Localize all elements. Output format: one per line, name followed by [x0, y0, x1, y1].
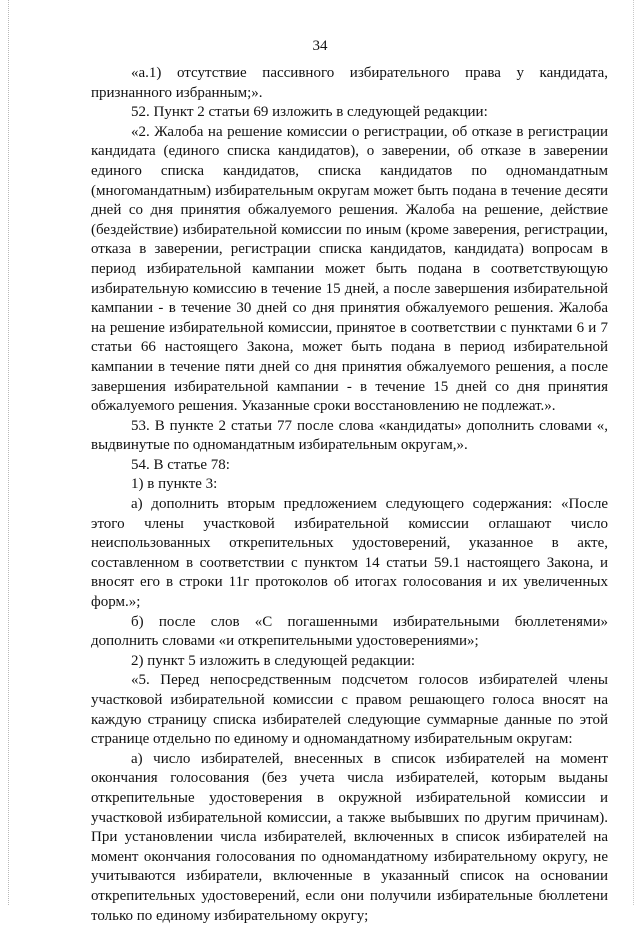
paragraph-subitem-b: б) после слов «С погашенными избирательными бюллетенями» дополнить словами «и открепительными удостоверениями»; — [91, 613, 608, 650]
page-number: 34 — [312, 38, 328, 54]
paragraph-subitem-1: 1) в пункте 3: — [131, 476, 218, 493]
document-body — [91, 64, 608, 926]
paragraph-item-54: 54. В статье 78: — [131, 456, 230, 473]
scan-edge-left — [8, 0, 10, 905]
paragraph-item-52: 52. Пункт 2 статьи 69 изложить в следующей редакции: — [131, 104, 488, 121]
paragraph-point-5-a: а) число избирателей, внесенных в список избирателей на момент окончания голосования (без учета числа избирателей, которым выданы открепительные удостоверения в окружной избирательной комиссии и участковой избирательной комиссии, а также выбывших по другим причинам). При установлении числа избирателей, включенных в список избирателей на момент окончания голосования по одномандатному избирательному округу, не учитываются избиратели, включенные в указанный список на основании открепительных удостоверений, если они получили избирательные бюллетени только по единому избирательному округу; — [91, 750, 608, 924]
paragraph-subitem-2: 2) пункт 5 изложить в следующей редакции: — [131, 652, 416, 669]
paragraph-item-53: 53. В пункте 2 статьи 77 после слова «кандидаты» дополнить словами «, выдвинутые по одномандатным избирательным округам,». — [91, 417, 608, 454]
paragraph-a1-clause: «а.1) отсутствие пассивного избирательного права у кандидата, признанного избранным;». — [91, 65, 608, 101]
paragraph-article-69-text: «2. Жалоба на решение комиссии о регистрации, об отказе в регистрации кандидата (единого списка кандидатов), о заверении, об отказе в заверении единого списка кандидатов, списка кандидатов по одномандатным (многомандатным) избирательным округам может быть подана в течение десяти дней со дня принятия обжалуемого решения. Жалоба на решение, действие (бездействие) избирательной комиссии по иным (кроме заверения, регистрации, отказа в заверении, регистрации списка кандидатов, кандидата) вопросам в период избирательной кампании может быть подана в соответствующую избирательную комиссию в течение 15 дней, а после завершения избирательной кампании - в течение 30 дней со дня принятия обжалуемого решения. Жалоба на решение избирательной комиссии, принятое в соответствии с пунктами 6 и 7 статьи 66 настоящего Закона, может быть подана в период избирательной кампании в течение пяти дней со дня принятия обжалуемого решения, а после завершения избирательной кампании - в течение 15 дней со дня принятия обжалуемого решения. Указанные сроки восстановлению не подлежат.». — [91, 123, 608, 415]
scan-edge-right — [632, 0, 634, 905]
paragraph-subitem-a: а) дополнить вторым предложением следующего содержания: «После этого члены участковой избирательной комиссии оглашают число неиспользованных открепительных удостоверений, указанное в акте, составленном в соответствии с пунктом 14 статьи 59.1 настоящего Закона, и вносят его в строки 11г протоколов об итогах голосования и их увеличенных форм.»; — [91, 496, 608, 611]
paragraph-point-5-text: «5. Перед непосредственным подсчетом голосов избирателей члены участковой избирательной комиссии с правом решающего голоса вносят на каждую страницу списка избирателей следующие суммарные данные по этой странице отдельно по единому и одномандатному избирательным округам: — [91, 672, 608, 748]
